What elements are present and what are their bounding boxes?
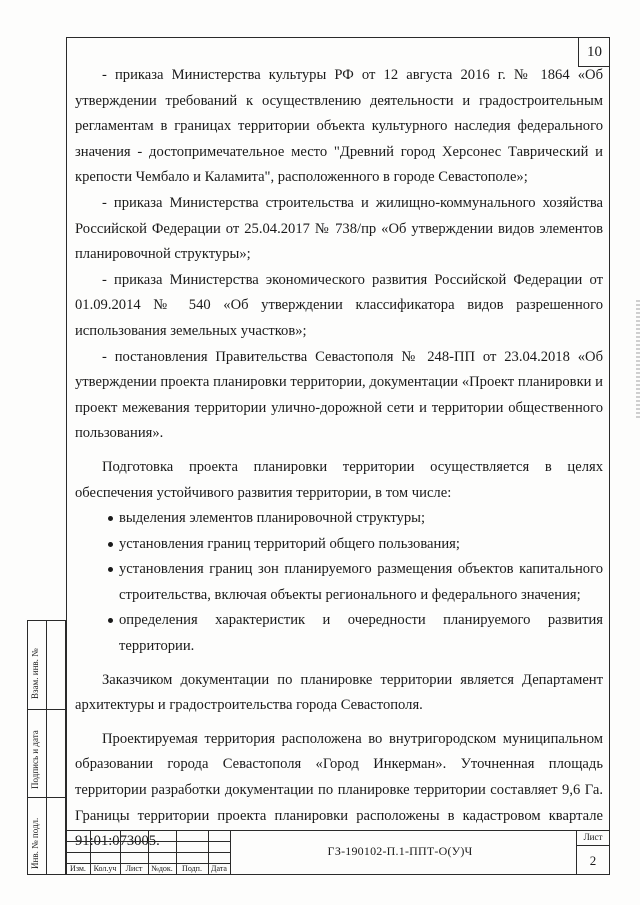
paragraph-resolution: - постановления Правительства Севастополя № 248-ПП от 23.04.2018 «Об утверждении проекта планировки территории, документации «Проект планировки и проект межевания территории улично-дорожной сети и территории общественного пользования». [75,348,603,442]
document-code: ГЗ-190102-П.1-ППТ-О(У)Ч [327,844,473,858]
stamp-inv-replace: Взам. инв. № [30,648,40,699]
header-signature: Подп. [182,864,202,873]
document-body [75,63,603,855]
goals-list [75,506,603,660]
bullet-icon [108,618,113,623]
list-item: установления границ территорий общего пользования; [75,532,603,558]
territory-paragraph: Проектируемая территория расположена во внутригородском муниципальном образовании города Севастополя «Город Инкерман». Уточненная площадь территории разработки документации по планировке территории составляет 9,6 Га. Границы территории проекта планировки расположены в кадастровом квартале 91:01:073005. [75,730,603,850]
bullet-icon [108,542,113,547]
list-item: выделения элементов планировочной структуры; [75,506,603,532]
header-date: Дата [211,864,227,873]
list-item: установления границ зон планируемого размещения объектов капитального строительства, включая объекты регионального и федерального значения; [75,557,603,608]
page-number: 10 [578,37,610,67]
goals-intro: Подготовка проекта планировки территории осуществляется в целях обеспечения устойчивого развития территории, в том числе: [75,458,603,501]
paragraph-order-construction: - приказа Министерства строительства и жилищно-коммунального хозяйства Российской Федерации от 25.04.2017 № 738/пр «Об утверждении видов элементов планировочной структуры»; [75,194,603,263]
stamp-inv-orig: Инв. № подл. [30,817,40,869]
header-doc-no: №док. [151,864,173,873]
list-item: определения характеристик и очередности планируемого развития территории. [75,608,603,659]
paragraph-order-economy: - приказа Министерства экономического развития Российской Федерации от 01.09.2014 № 540 «Об утверждении классификатора видов разрешенного использования земельных участков»; [75,271,603,339]
header-change: Изм. [70,864,86,873]
binding-stamp [27,620,66,875]
bullet-icon [108,516,113,521]
bullet-icon [108,567,113,572]
sheet-number: 2 [589,853,597,868]
header-count: Кол.уч [93,864,117,873]
title-block [66,830,610,875]
customer-paragraph: Заказчиком документации по планировке территории является Департамент архитектуры и градостроительства города Севастополя. [75,671,603,714]
scan-edge-mark [636,300,640,420]
paragraph-order-culture: - приказа Министерства культуры РФ от 12 августа 2016 г. № 1864 «Об утверждении требований к осуществлению деятельности и градостроительным регламентам в границах территории объекта культурного наследия федерального значения - достопримечательное место "Древний город Херсонес Таврический и крепости Чембало и Каламита", расположенного в городе Севастополе»; [75,67,603,186]
sheet-label: Лист [583,832,603,842]
stamp-sign-date: Подпись и дата [30,730,40,789]
header-sheet: Лист [125,864,143,873]
